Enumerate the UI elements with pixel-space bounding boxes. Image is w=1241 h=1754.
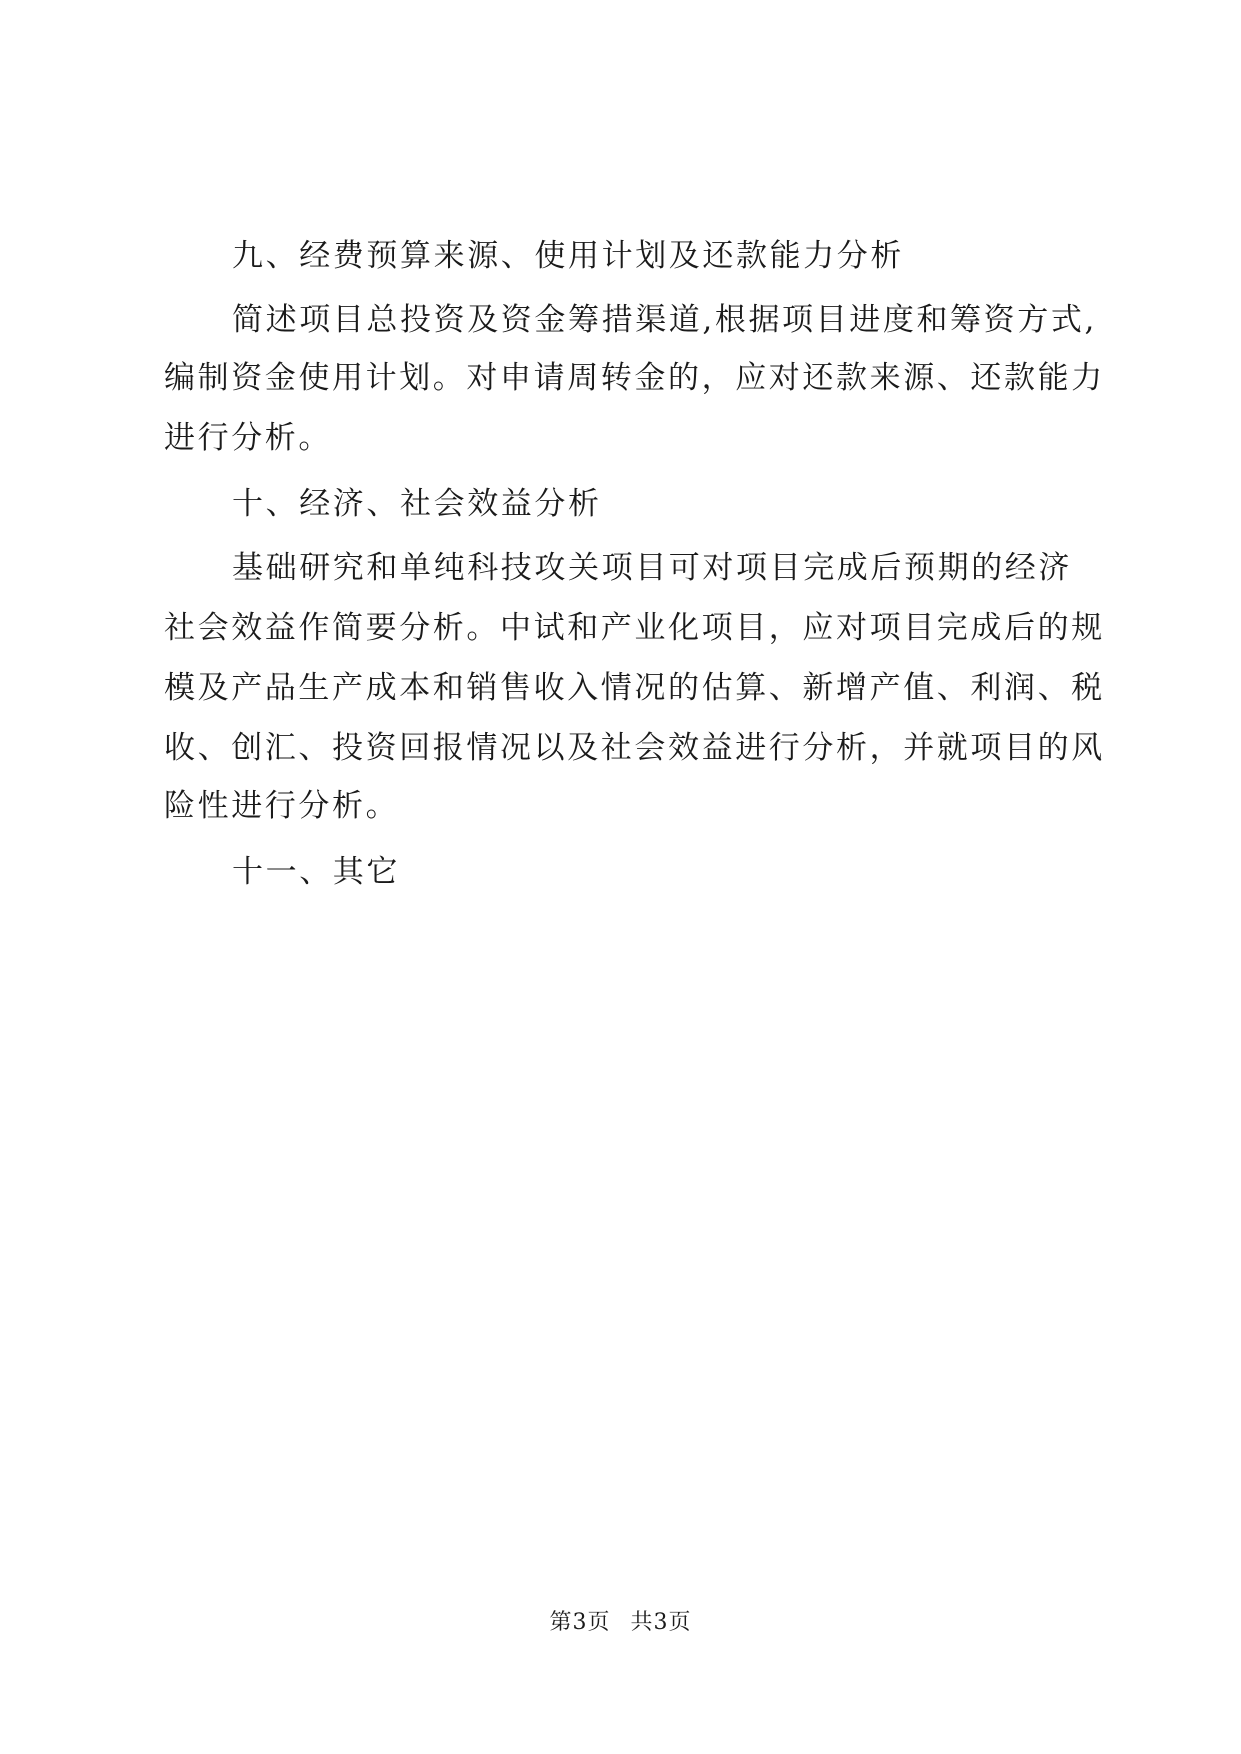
section-10-paragraph-line: 险性进行分析。	[164, 788, 400, 824]
page-total: 共3页	[630, 1610, 692, 1635]
section-9-heading: 九、经费预算来源、使用计划及还款能力分析	[232, 238, 904, 274]
page-footer	[0, 1608, 1241, 1638]
section-10-paragraph-line: 收、创汇、投资回报情况以及社会效益进行分析，并就项目的风	[164, 730, 1105, 766]
section-11-heading: 十一、其它	[232, 854, 400, 890]
section-10-paragraph-line: 社会效益作简要分析。中试和产业化项目，应对项目完成后的规	[164, 610, 1105, 646]
section-9-paragraph-line: 简述项目总投资及资金筹措渠道,根据项目进度和筹资方式,	[232, 302, 1097, 338]
section-10-paragraph-line: 模及产品生产成本和销售收入情况的估算、新增产值、利润、税	[164, 670, 1105, 706]
section-10-heading: 十、经济、社会效益分析	[232, 486, 602, 522]
page-number: 第3页	[549, 1610, 611, 1635]
section-9-paragraph-line: 进行分析。	[164, 420, 332, 456]
section-9-paragraph-line: 编制资金使用计划。对申请周转金的，应对还款来源、还款能力	[164, 360, 1105, 396]
section-10-paragraph-line: 基础研究和单纯科技攻关项目可对项目完成后预期的经济	[232, 550, 1072, 586]
